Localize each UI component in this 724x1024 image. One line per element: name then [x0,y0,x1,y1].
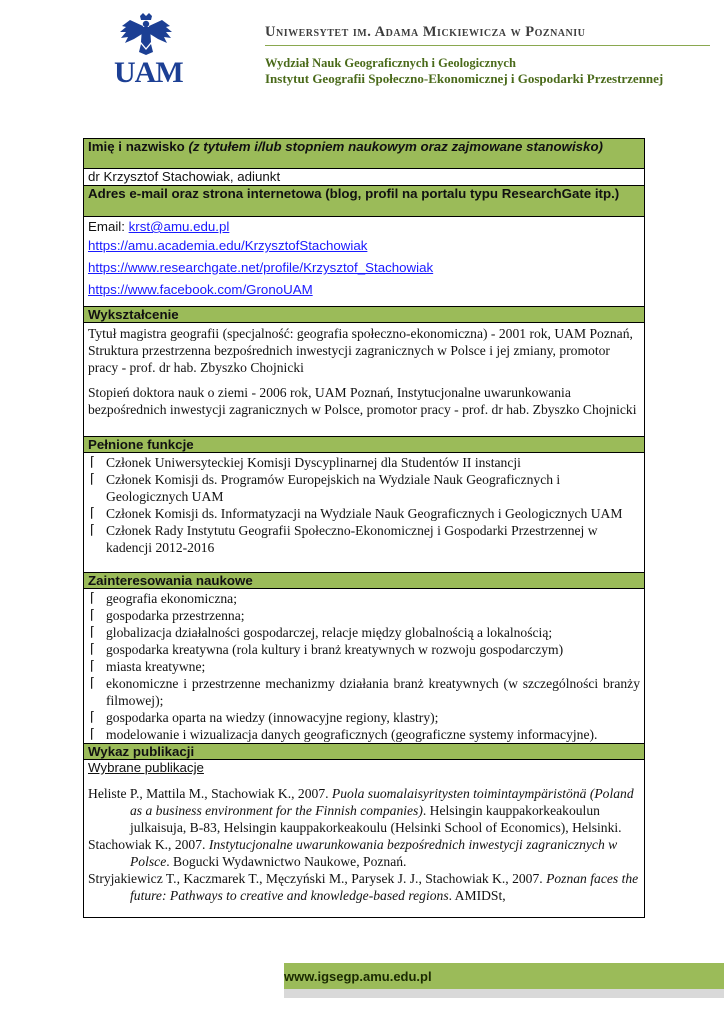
list-item: ⌈ ekonomiczne i przestrzenne mechanizmy działania branż kreatywnych (w szczególności branży filmowej); [88,675,640,709]
education-item: Stopień doktora nauk o ziemi - 2006 rok, UAM Poznań, Instytucjonalne uwarunkowania bezpośrednich inwestycji zagranicznych w Polsce, promotor pracy - prof. dr hab. Zbyszko Chojnicki [88,385,637,417]
interests-section-body [84,589,644,744]
logo-text: UAM [114,56,183,89]
interests-section-header: Zainteresowania naukowe [84,573,644,589]
publication-title: Poznan faces the future: Pathways to creative and knowledge-based regions [130,871,639,903]
publication-title: Instytucjonalne uwarunkowania bezpośrednich inwestycji zagranicznych w Polsce [130,837,618,869]
email-link[interactable]: krst@amu.edu.pl [128,219,230,234]
publication-details: . Helsingin kauppakorkeakoulun julkaisuja, B-83, Helsingin kauppakorkeakoulu (Helsinki School of Economics), Helsinki. [130,803,622,835]
list-item: ⌈ Członek Komisji ds. Programów Europejskich na Wydziale Nauk Geograficznych i Geologicznych UAM [88,471,640,505]
list-item: ⌈ geografia ekonomiczna; [88,590,640,607]
functions-section-header: Pełnione funkcje [84,437,644,453]
list-item: ⌈ Członek Uniwersyteckiej Komisji Dyscyplinarnej dla Studentów II instancji [88,454,640,471]
publications-subheader: Wybrane publikacje [88,760,204,775]
publications-section-header: Wykaz publikacji [84,744,644,760]
name-section-header [84,139,644,169]
publications-section-body [84,760,644,917]
publication-details: . AMIDSt, [448,888,506,903]
list-item: ⌈ globalizacja działalności gospodarczej, relacje między globalnością a lokalnością; [88,624,640,641]
publication-item [88,836,640,870]
academia-link[interactable]: https://amu.academia.edu/KrzysztofStachowiak [88,238,368,253]
name-value: dr Krzysztof Stachowiak, adiunkt [84,169,644,186]
publications-list [84,775,644,906]
list-item: ⌈ Członek Rady Instytutu Geografii Społeczno-Ekonomicznej i Gospodarki Przestrzennej w kadencji 2012-2016 [88,522,640,556]
institute-name: Instytut Geografii Społeczno-Ekonomicznej i Gospodarki Przestrzennej [265,71,664,86]
header-divider [265,45,710,46]
education-section-body [84,323,644,437]
list-item: ⌈ gospodarka kreatywna (rola kultury i branż kreatywnych w rozwoju gospodarczym) [88,641,640,658]
list-item: ⌈ gospodarka przestrzenna; [88,607,640,624]
contact-section-header: Adres e-mail oraz strona internetowa (blog, profil na portalu typu ResearchGate itp.) [84,186,644,217]
publication-authors: Heliste P., Mattila M., Stachowiak K., 2007. [88,786,332,801]
email-label: Email: [88,219,129,234]
list-item: ⌈ gospodarka oparta na wiedzy (innowacyjne regiony, klastry); [88,709,640,726]
publication-title: Puola suomalaisyritysten toimintaympäristönä (Poland as a business environment for the Finnish companies) [130,786,634,818]
university-name: Uniwersytet im. Adama Mickiewicza w Poznaniu [265,24,586,40]
email-line [88,219,640,235]
functions-list [84,454,644,556]
functions-section-body [84,453,644,573]
researchgate-link[interactable]: https://www.researchgate.net/profile/Krzysztof_Stachowiak [88,260,434,275]
publication-authors: Stryjakiewicz T., Kaczmarek T., Męczyński M., Parysek J. J., Stachowiak K., 2007. [88,871,547,886]
list-item: ⌈ miasta kreatywne; [88,658,640,675]
footer-shadow [284,989,724,998]
list-item: ⌈ Członek Komisji ds. Informatyzacji na Wydziale Nauk Geograficznych i Geologicznych UAM [88,505,640,522]
education-section-header: Wykształcenie [84,307,644,323]
footer-url[interactable]: www.igsegp.amu.edu.pl [284,969,432,984]
publication-authors: Stachowiak K., 2007. [88,837,209,852]
list-item: ⌈ modelowanie i wizualizacja danych geograficznych (geograficzne systemy informacyjne). [88,726,640,743]
interests-list [84,590,644,743]
uam-logo [112,12,183,92]
contact-section-body [84,217,644,307]
name-header-label: Imię i nazwisko [88,139,189,154]
publication-details: . Bogucki Wydawnictwo Naukowe, Poznań. [166,854,407,869]
name-header-note: (z tytułem i/lub stopniem naukowym oraz zajmowane stanowisko) [188,139,603,154]
publication-item [88,785,640,836]
faculty-name: Wydział Nauk Geograficznych i Geologicznych [265,56,516,70]
cv-table [83,138,645,918]
facebook-link[interactable]: https://www.facebook.com/GronoUAM [88,282,313,297]
education-item: Tytuł magistra geografii (specjalność: geografia społeczno-ekonomiczna) - 2001 rok, UAM Poznań, Struktura przestrzenna bezpośrednich inwestycji zagranicznych w Polsce i jej zmiany, promotor pracy - prof. dr hab. Zbyszko Chojnicki [88,326,633,375]
publication-item [88,870,640,904]
